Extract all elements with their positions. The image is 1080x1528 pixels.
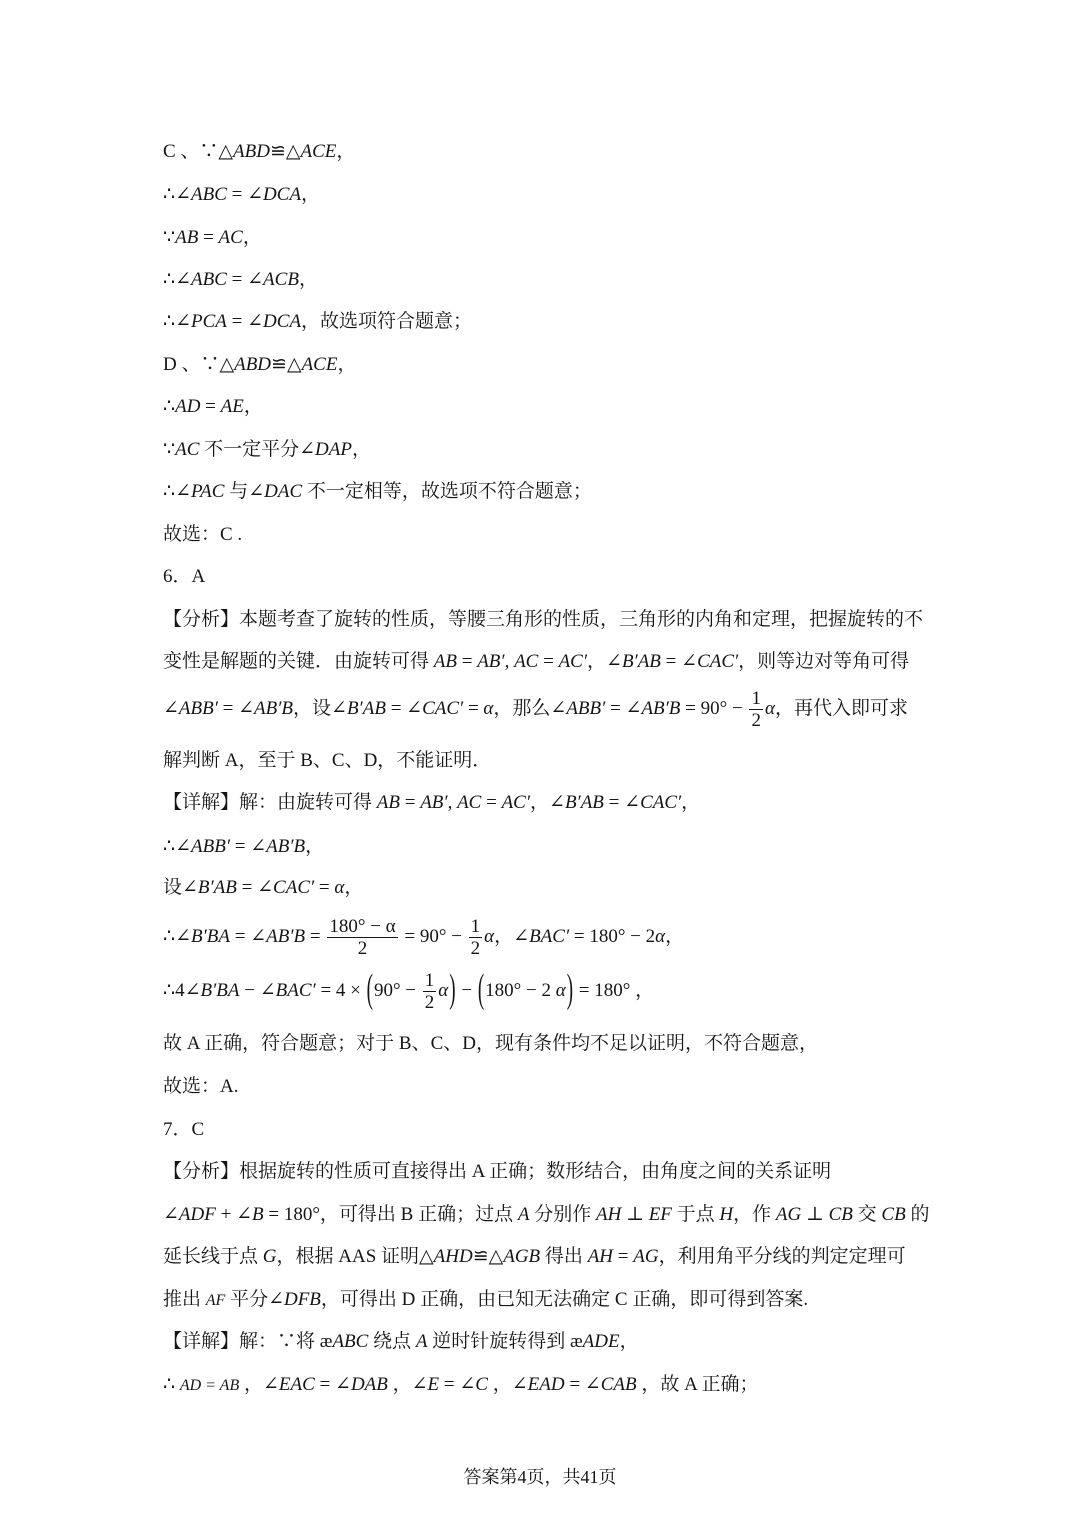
math-var: AE xyxy=(220,396,244,417)
text-run: ，可得出 D 正确，由已知无法确定 C 正确，即可得到答案. xyxy=(320,1289,809,1310)
text-run: = xyxy=(456,651,478,672)
text-run: ， xyxy=(301,184,321,205)
math-var: α xyxy=(655,925,666,947)
text-run: = ∠ xyxy=(230,925,267,947)
text-line xyxy=(163,648,909,676)
math-var: B′AB xyxy=(197,877,237,898)
text-run: 设∠ xyxy=(163,877,198,898)
text-run: ，故 A 正确； xyxy=(636,1374,759,1395)
math-var: ABB′ xyxy=(178,697,218,719)
math-var: A xyxy=(517,1204,530,1225)
text-run: ⊥ xyxy=(621,1204,649,1225)
math-var: ABB′ xyxy=(191,836,230,857)
text-run: ∴∠ xyxy=(163,481,192,502)
text-line xyxy=(163,1243,906,1271)
text-run: ≌△ xyxy=(472,1246,504,1267)
fraction-numerator: 1 xyxy=(424,970,435,991)
math-var: AHD xyxy=(433,1246,473,1267)
question-number xyxy=(163,563,205,591)
math-var: AH xyxy=(595,1204,622,1225)
text-run: ，设∠ xyxy=(293,697,347,719)
text-run: = ∠ xyxy=(564,1374,601,1395)
text-run: = 90° − xyxy=(680,697,748,719)
text-run: ∴4∠ xyxy=(163,979,201,1001)
text-run: ，∠ xyxy=(494,925,530,947)
text-run: ，再代入即可求 xyxy=(774,697,908,719)
math-var: EF xyxy=(648,1204,672,1225)
text-run: ∴ xyxy=(163,396,176,417)
math-var: CAC′ xyxy=(273,877,315,898)
text-run: , xyxy=(447,792,458,813)
text-run: ，根据 AAS 证明△ xyxy=(276,1246,434,1267)
text-run: = ∠ xyxy=(226,184,264,205)
text-line xyxy=(163,747,491,775)
math-var: DAB xyxy=(350,1374,388,1395)
math-var: AC xyxy=(175,439,200,460)
text-line xyxy=(163,833,324,861)
math-var: DCA xyxy=(263,184,302,205)
text-line xyxy=(163,874,363,902)
fraction xyxy=(423,970,437,1013)
math-var: α xyxy=(555,979,566,1001)
text-line xyxy=(163,436,371,464)
big-left-paren: ( xyxy=(366,967,373,1012)
text-run: ， xyxy=(242,227,262,248)
fraction-denominator: 2 xyxy=(470,938,481,959)
math-var: CAC′ xyxy=(422,697,464,719)
text-run: = xyxy=(198,227,219,248)
text-line xyxy=(163,308,472,336)
text-run: 与∠ xyxy=(224,481,265,502)
text-run: = 180° − 2 xyxy=(569,925,656,947)
math-var: ABB′ xyxy=(566,697,606,719)
math-var: AC xyxy=(218,227,243,248)
text-run: 绕点 xyxy=(368,1331,416,1352)
text-line xyxy=(163,1201,929,1229)
text-line xyxy=(163,521,242,549)
text-run: ，利用角平分线的判定定理可 xyxy=(658,1246,906,1267)
math-var: PCA xyxy=(191,311,227,332)
answer-choice: 故选：A. xyxy=(163,1076,239,1097)
text-run: = 90° − xyxy=(399,925,467,947)
math-var: AC′ xyxy=(558,651,588,672)
text-run: ，作 xyxy=(733,1204,776,1225)
text-run: = ∠ xyxy=(226,311,264,332)
math-var: E xyxy=(427,1374,440,1395)
math-var: AD = AB xyxy=(179,1377,240,1394)
math-var: AD xyxy=(175,396,201,417)
math-var: ABD xyxy=(234,354,272,375)
math-var: ABC xyxy=(191,184,227,205)
text-line xyxy=(163,789,700,817)
text-run: = ∠ xyxy=(603,792,641,813)
text-run: ∴∠ xyxy=(163,925,192,947)
text-run: + ∠ xyxy=(215,1204,252,1225)
fraction xyxy=(327,916,397,959)
math-var: B xyxy=(252,1204,264,1225)
fraction xyxy=(749,688,763,731)
fraction-denominator: 2 xyxy=(751,710,761,731)
text-run: ， xyxy=(681,792,701,813)
text-run: , xyxy=(504,651,515,672)
math-var: AB′B xyxy=(641,697,681,719)
text-run: ， xyxy=(243,396,263,417)
big-right-paren: ) xyxy=(566,967,574,1012)
text-run: 故 A 正确，符合题意；对于 B、C、D，现有条件均不足以证明，不符合题意， xyxy=(163,1033,818,1054)
text-run: = ∠ xyxy=(217,697,255,719)
text-run: 平分∠ xyxy=(225,1289,284,1310)
math-var: CB xyxy=(828,1204,853,1225)
text-run: = ∠ xyxy=(385,697,423,719)
math-var: AB′B xyxy=(266,925,306,947)
text-run: 延长线于点 xyxy=(163,1246,263,1267)
text-line xyxy=(163,916,684,959)
math-var: α xyxy=(334,877,345,898)
math-var: AF xyxy=(205,1292,226,1309)
math-var: A xyxy=(415,1331,428,1352)
text-line xyxy=(163,1030,818,1058)
text-run: C 、∵△ xyxy=(163,141,234,162)
text-run: = ∠ xyxy=(226,269,264,290)
math-var: AB xyxy=(433,651,457,672)
text-line xyxy=(163,1328,639,1356)
text-run: ， xyxy=(337,354,357,375)
text-run: ，∠ xyxy=(239,1374,279,1395)
text-run: 逆时针旋转得到 æ xyxy=(427,1331,583,1352)
fraction-denominator: 2 xyxy=(357,938,368,959)
text-run: ∠ xyxy=(163,1204,179,1225)
text-line xyxy=(163,224,262,252)
text-run: = xyxy=(305,925,326,947)
text-run: = 180°，可得出 B 正确；过点 xyxy=(263,1204,518,1225)
text-run: ∴∠ xyxy=(163,836,192,857)
answer-choice: 故选：C . xyxy=(163,524,243,545)
math-var: EAC xyxy=(278,1374,315,1395)
math-var: ACE xyxy=(301,354,338,375)
math-var: B′BA xyxy=(200,979,240,1001)
text-run: 180° − 2 xyxy=(485,979,556,1001)
math-var: ACB xyxy=(263,269,299,290)
text-run: 的 xyxy=(905,1204,930,1225)
text-run: = ∠ xyxy=(230,836,267,857)
text-run: 6．A xyxy=(163,566,206,587)
math-var: B′AB xyxy=(346,697,386,719)
big-left-paren: ( xyxy=(477,967,485,1012)
math-var: G xyxy=(262,1246,277,1267)
text-run: ，则等边对等角可得 xyxy=(738,651,910,672)
text-run: 不一定相等，故选项不符合题意； xyxy=(302,481,592,502)
text-line xyxy=(163,266,318,294)
math-var: CAC′ xyxy=(697,651,739,672)
math-var: BAC′ xyxy=(529,925,570,947)
text-run: 【分析】本题考查了旋转的性质，等腰三角形的性质，三角形的内角和定理，把握旋转的不 xyxy=(163,609,924,630)
math-var: CB xyxy=(881,1204,906,1225)
math-var: DCA xyxy=(263,311,302,332)
math-var: C xyxy=(475,1374,488,1395)
text-run: = xyxy=(613,1246,634,1267)
text-run: 90° − xyxy=(373,979,421,1001)
fraction-denominator: 2 xyxy=(424,992,435,1013)
text-line xyxy=(163,606,923,634)
text-run: 7．C xyxy=(163,1119,205,1140)
math-var: DAC xyxy=(264,481,303,502)
text-line xyxy=(163,478,592,506)
text-run: ≌△ xyxy=(271,354,302,375)
text-run: ，∠ xyxy=(387,1374,428,1395)
math-var: AB xyxy=(175,227,199,248)
fraction-numerator: 1 xyxy=(470,916,481,937)
text-run: ， xyxy=(351,439,371,460)
text-run: ， xyxy=(619,1331,639,1352)
math-var: AC′ xyxy=(501,792,531,813)
text-run: ，∠ xyxy=(587,651,622,672)
math-var: AB′B xyxy=(266,836,306,857)
text-run: 【详解】解：由旋转可得 xyxy=(163,792,377,813)
text-run: ， xyxy=(298,269,318,290)
text-run: ≌△ xyxy=(269,141,301,162)
math-var: ADF xyxy=(178,1204,216,1225)
fraction-numerator: 180° − α xyxy=(329,916,396,937)
math-var: ADE xyxy=(582,1331,620,1352)
math-var: CAC′ xyxy=(640,792,682,813)
math-var: ACE xyxy=(300,141,337,162)
math-var: H xyxy=(719,1204,734,1225)
math-var: α xyxy=(438,979,449,1001)
math-var: AGB xyxy=(503,1246,541,1267)
text-run: = ∠ xyxy=(439,1374,476,1395)
math-var: B′AB xyxy=(564,792,604,813)
math-var: AB′B xyxy=(254,697,294,719)
text-run: = xyxy=(399,792,421,813)
text-line xyxy=(163,138,355,166)
text-run: ，故选项符合题意； xyxy=(301,311,473,332)
text-run: ， xyxy=(305,836,325,857)
math-var: DFB xyxy=(283,1289,321,1310)
text-run: = xyxy=(538,651,559,672)
text-run: ， xyxy=(344,877,364,898)
text-run: ∴∠ xyxy=(163,184,192,205)
math-var: α xyxy=(764,697,775,719)
math-var: B′BA xyxy=(191,925,230,947)
math-var: CAB xyxy=(600,1374,637,1395)
math-var: AH xyxy=(587,1246,614,1267)
text-line xyxy=(163,1371,759,1400)
text-run: ∴∠ xyxy=(163,311,192,332)
math-var: BAC′ xyxy=(275,979,316,1001)
text-run: = xyxy=(314,877,335,898)
text-run: 于点 xyxy=(671,1204,720,1225)
text-run: = xyxy=(200,396,221,417)
math-var: AB xyxy=(376,792,400,813)
math-var: ABC xyxy=(191,269,227,290)
text-line xyxy=(163,351,356,379)
text-line xyxy=(163,393,263,421)
math-var: AB′ xyxy=(420,792,448,813)
text-line xyxy=(163,181,320,209)
text-run: 【分析】根据旋转的性质可直接得出 A 正确；数形结合，由角度之间的关系证明 xyxy=(163,1161,832,1182)
fraction-numerator: 1 xyxy=(751,688,761,709)
text-run: ，∠ xyxy=(487,1374,528,1395)
math-var: B′AB xyxy=(621,651,661,672)
math-var: DAP xyxy=(315,439,352,460)
text-run: 分别作 xyxy=(529,1204,596,1225)
text-run: = xyxy=(463,697,484,719)
math-var: ABC xyxy=(332,1331,369,1352)
text-run: − ∠ xyxy=(239,979,276,1001)
math-var: ABD xyxy=(233,141,270,162)
text-line xyxy=(163,1073,238,1101)
math-var: AG xyxy=(633,1246,659,1267)
text-run: ⊥ xyxy=(801,1204,829,1225)
big-right-paren: ) xyxy=(449,967,456,1012)
text-run: 推出 xyxy=(163,1289,206,1310)
fraction xyxy=(469,916,483,959)
text-run: ， xyxy=(336,141,356,162)
text-line xyxy=(163,967,655,1013)
math-var: AG xyxy=(775,1204,802,1225)
text-run: = ∠ xyxy=(314,1374,351,1395)
page-footer: 答案第4页，共41页 xyxy=(463,1467,617,1487)
math-var: α xyxy=(484,925,495,947)
text-run: 得出 xyxy=(540,1246,588,1267)
text-run: 不一定平分∠ xyxy=(199,439,316,460)
text-run: = ∠ xyxy=(236,877,274,898)
math-var: α xyxy=(483,697,494,719)
text-run: 变性是解题的关键．由旋转可得 xyxy=(163,651,434,672)
text-run: ，那么∠ xyxy=(493,697,567,719)
math-var: AC xyxy=(457,792,482,813)
text-run: = xyxy=(481,792,502,813)
text-run: D 、∵△ xyxy=(163,354,235,375)
text-line xyxy=(163,688,908,731)
text-run: = ∠ xyxy=(605,697,642,719)
text-run: ∵ xyxy=(163,227,176,248)
question-number xyxy=(163,1116,204,1144)
text-run: ∠ xyxy=(163,697,179,719)
text-line xyxy=(163,1286,808,1315)
text-run: 交 xyxy=(852,1204,882,1225)
text-run: − xyxy=(456,979,477,1001)
text-run: 解判断 A，至于 B、C、D，不能证明． xyxy=(163,750,492,771)
text-run: ， xyxy=(665,925,685,947)
text-run: ，∠ xyxy=(530,792,565,813)
text-run: = ∠ xyxy=(660,651,698,672)
math-var: PAC xyxy=(191,481,225,502)
math-var: AC xyxy=(514,651,539,672)
text-run: = 4 × xyxy=(315,979,366,1001)
text-line xyxy=(163,1158,831,1186)
text-run: ∴ xyxy=(163,1374,180,1395)
text-run: = 180° ， xyxy=(574,979,655,1001)
text-run: ∵ xyxy=(163,439,176,460)
math-var: AB′ xyxy=(477,651,505,672)
text-run: 【详解】解：∵将 æ xyxy=(163,1331,333,1352)
math-var: EAD xyxy=(527,1374,565,1395)
text-run: ∴∠ xyxy=(163,269,192,290)
